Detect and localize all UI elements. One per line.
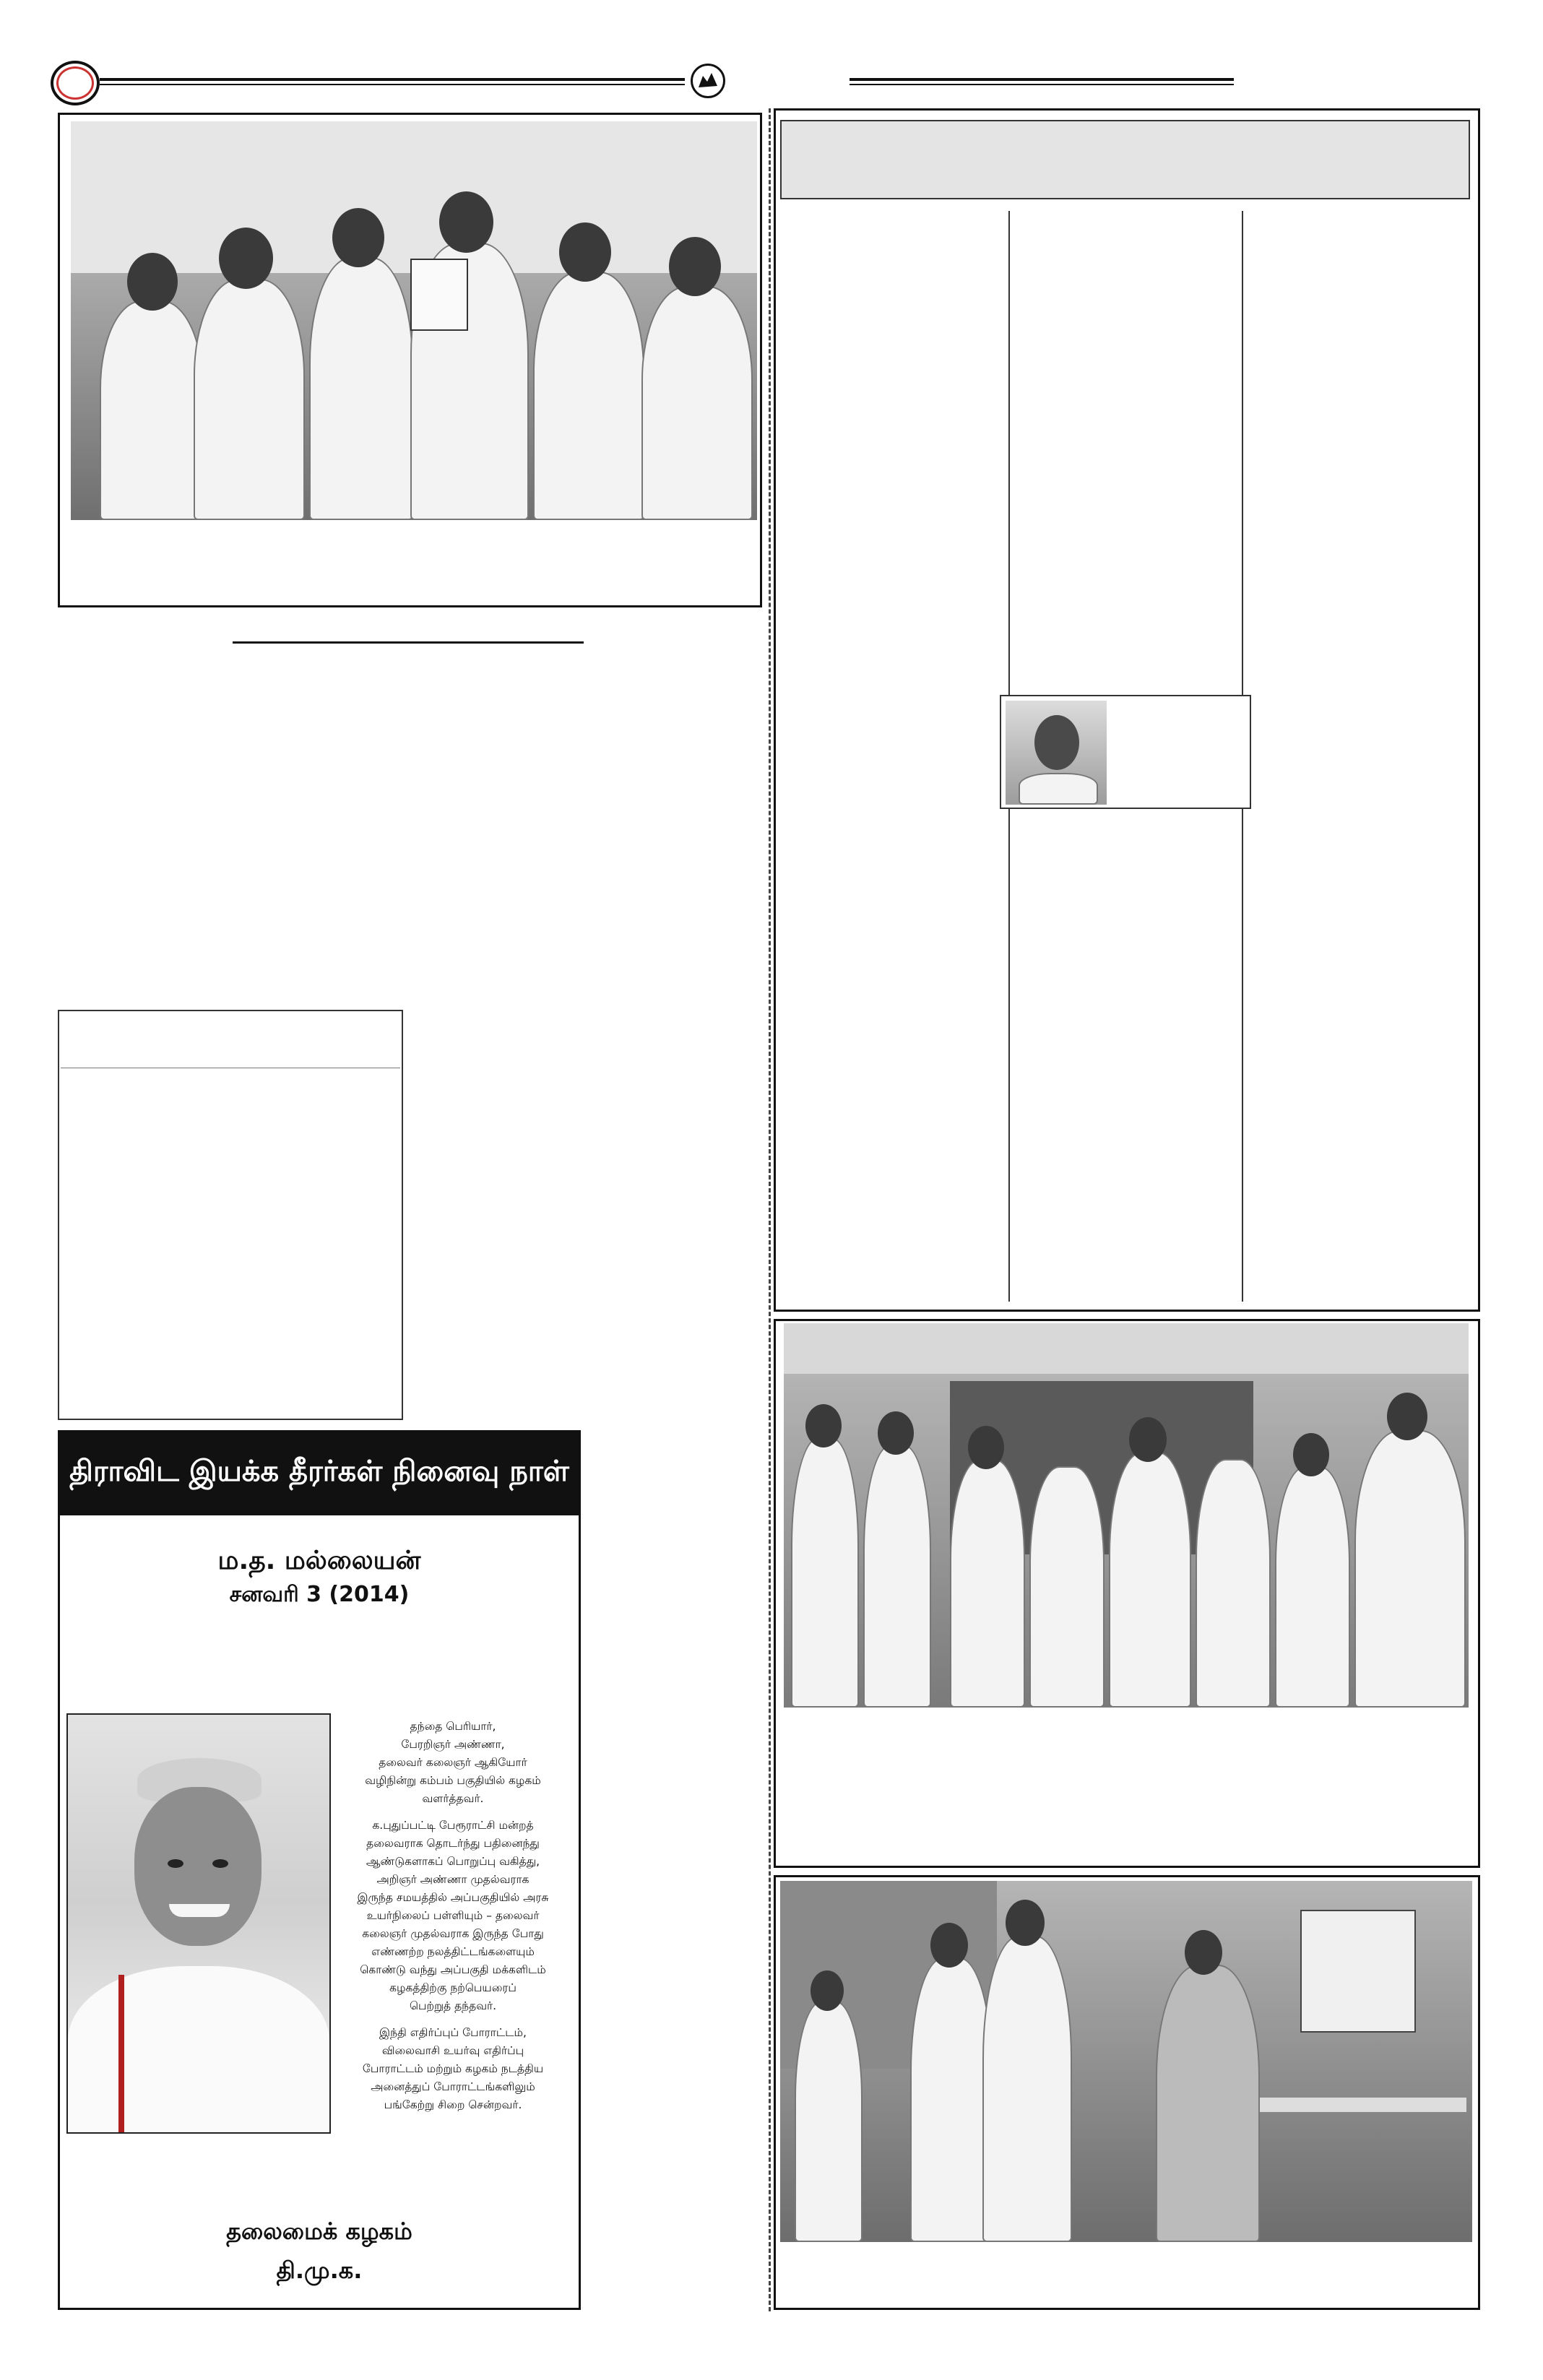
party-emblem-icon	[691, 64, 725, 98]
memorial-name: ம.த. மல்லையன்	[217, 1546, 421, 1575]
memorial-banner	[58, 1430, 581, 1515]
memorial-para-3: இந்தி எதிர்ப்புப் போராட்டம், விலைவாசி உயர்வு எதிர்ப்பு போராட்டம் மற்றும் கழகம் நடத்திய அனைத்துப் போராட்டங்களிலும் பங்கேற்று சிறை சென்றவர்.	[362, 2026, 544, 2111]
header-rule-right-thin	[850, 84, 1234, 85]
right-article-header	[780, 120, 1470, 199]
memorial-text	[334, 1718, 572, 2114]
memorial-para-1: தந்தை பெரியார், பேரறிஞர் அண்ணா, தலைவர் கலைஞர் ஆகியோர் வழிநின்று கம்பம் பகுதியில் கழகம் வளர்த்தவர்.	[365, 1720, 541, 1805]
memorial-portrait	[66, 1713, 331, 2134]
column-divider	[769, 108, 771, 2311]
memorial-footer-org: தலைமைக் கழகம்	[226, 2217, 412, 2245]
group-photo-top-left	[71, 121, 757, 520]
portrait-inset-photo	[1006, 701, 1107, 805]
memorial-banner-text: திராவிட இயக்க தீரர்கள் நினைவு நாள்	[69, 1454, 569, 1488]
header-rule-right	[850, 78, 1234, 81]
memorial-para-2: க.புதுப்பட்டி பேரூராட்சி மன்றத் தலைவராக தொடர்ந்து பதினைந்து ஆண்டுகளாகப் பொறுப்பு வகித்து, அறிஞர் அண்ணா முதல்வராக இருந்த சமயத்தில் அப்பகுதியில் அரசு உயர்நிலைப் பள்ளியும் – தலைவர் கலைஞர் முதல்வராக இருந்த போது எண்ணற்ற நலத்திட்டங்களையும் கொண்டு வந்து அப்பகுதி மக்களிடம் கழகத்திற்கு நற்பெயரைப் பெற்றுத் தந்தவர்.	[357, 1819, 549, 2012]
page-marker-ring	[56, 66, 94, 100]
group-photo-right-middle	[784, 1323, 1469, 1708]
hospital-photo-right-bottom	[780, 1881, 1472, 2242]
left-short-rule	[233, 641, 584, 644]
memorial-footer-party: தி.மு.க.	[276, 2256, 363, 2284]
header-rule-left-thin	[100, 84, 685, 85]
left-small-box	[58, 1010, 403, 1420]
memorial-date: சனவரி 3 (2014)	[229, 1582, 410, 1607]
header-rule-left	[100, 78, 685, 81]
